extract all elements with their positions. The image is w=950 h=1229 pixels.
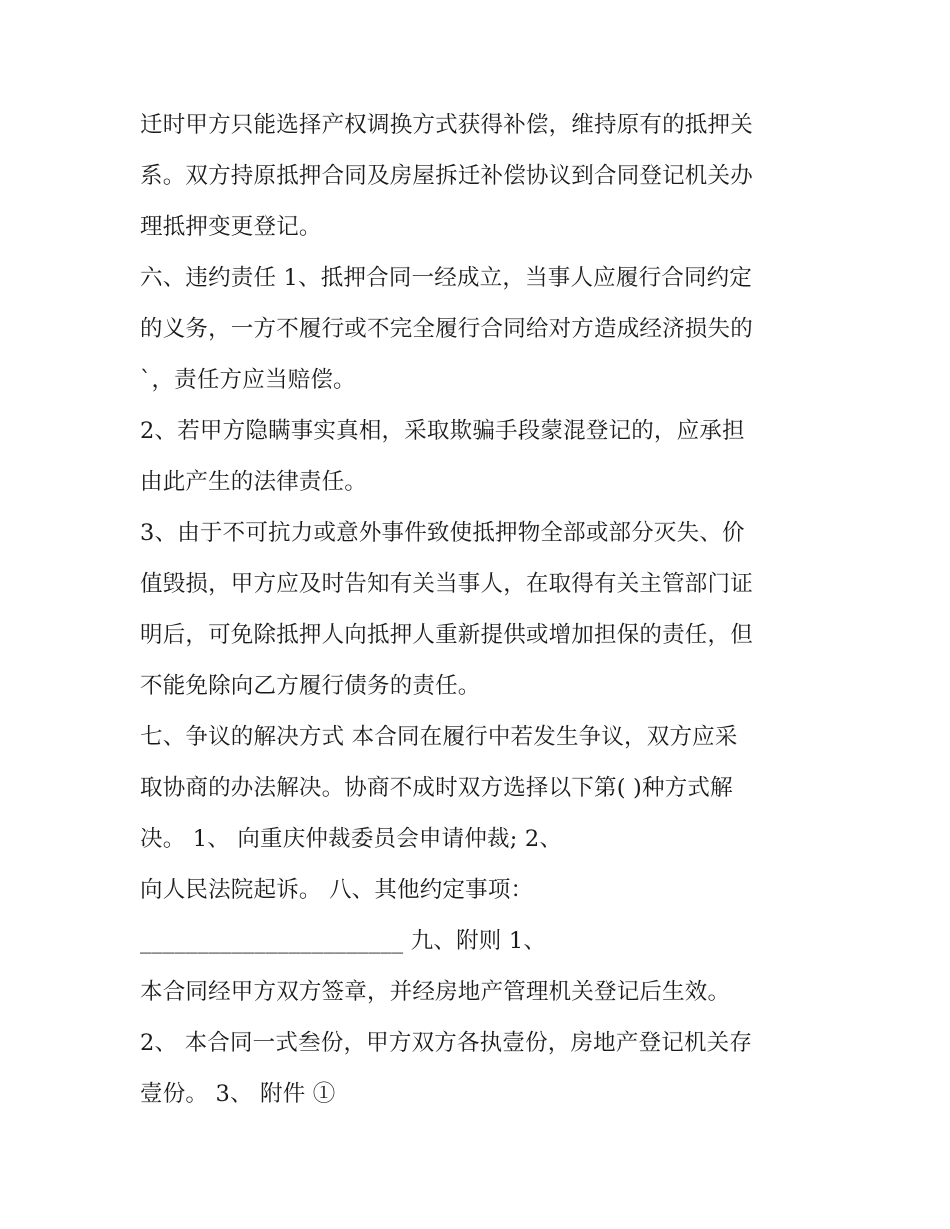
text-line: 本合同经甲方双方签章，并经房地产管理机关登记后生效。 bbox=[140, 979, 731, 1005]
text-line: 向人民法院起诉。 八、其他约定事项： bbox=[140, 877, 534, 903]
section-heading-line: 七、争议的解决方式 本合同在履行中若发生争议，双方应采 bbox=[140, 724, 738, 750]
contract-text bbox=[140, 100, 820, 1120]
text-line: 理抵押变更登记。 bbox=[140, 214, 322, 240]
text-line: 壹份。 3、 附件 ① bbox=[140, 1081, 336, 1107]
text-line: 明后，可免除抵押人向抵押人重新提供或增加担保的责任，但 bbox=[140, 622, 753, 648]
text-line: 2、若甲方隐瞒事实真相，采取欺骗手段蒙混登记的，应承担 bbox=[140, 418, 745, 444]
text-line: 取协商的办法解决。协商不成时双方选择以下第( )种方式解 bbox=[140, 775, 733, 801]
blank-field-line: _______________________ 九、附则 1、 bbox=[140, 928, 547, 954]
text-line: 迁时甲方只能选择产权调换方式获得补偿，维持原有的抵押关 bbox=[140, 112, 753, 138]
text-line: 不能免除向乙方履行债务的责任。 bbox=[140, 673, 481, 699]
text-line: 2、 本合同一式叁份，甲方双方各执壹份，房地产登记机关存 bbox=[140, 1030, 753, 1056]
section-heading-line: 六、违约责任 1、抵押合同一经成立，当事人应履行合同约定 bbox=[140, 265, 753, 291]
text-line: 系。双方持原抵押合同及房屋拆迁补偿协议到合同登记机关办 bbox=[140, 163, 753, 189]
text-line: 的义务，一方不履行或不完全履行合同给对方造成经济损失的 bbox=[140, 316, 753, 342]
text-line: 决。 1、 向重庆仲裁委员会申请仲裁; 2、 bbox=[140, 826, 563, 852]
text-line: `，责任方应当赔偿。 bbox=[140, 367, 356, 393]
text-line: 值毁损，甲方应及时告知有关当事人，在取得有关主管部门证 bbox=[140, 571, 753, 597]
text-line: 由此产生的法律责任。 bbox=[140, 469, 368, 495]
text-line: 3、由于不可抗力或意外事件致使抵押物全部或部分灭失、价 bbox=[140, 520, 745, 546]
